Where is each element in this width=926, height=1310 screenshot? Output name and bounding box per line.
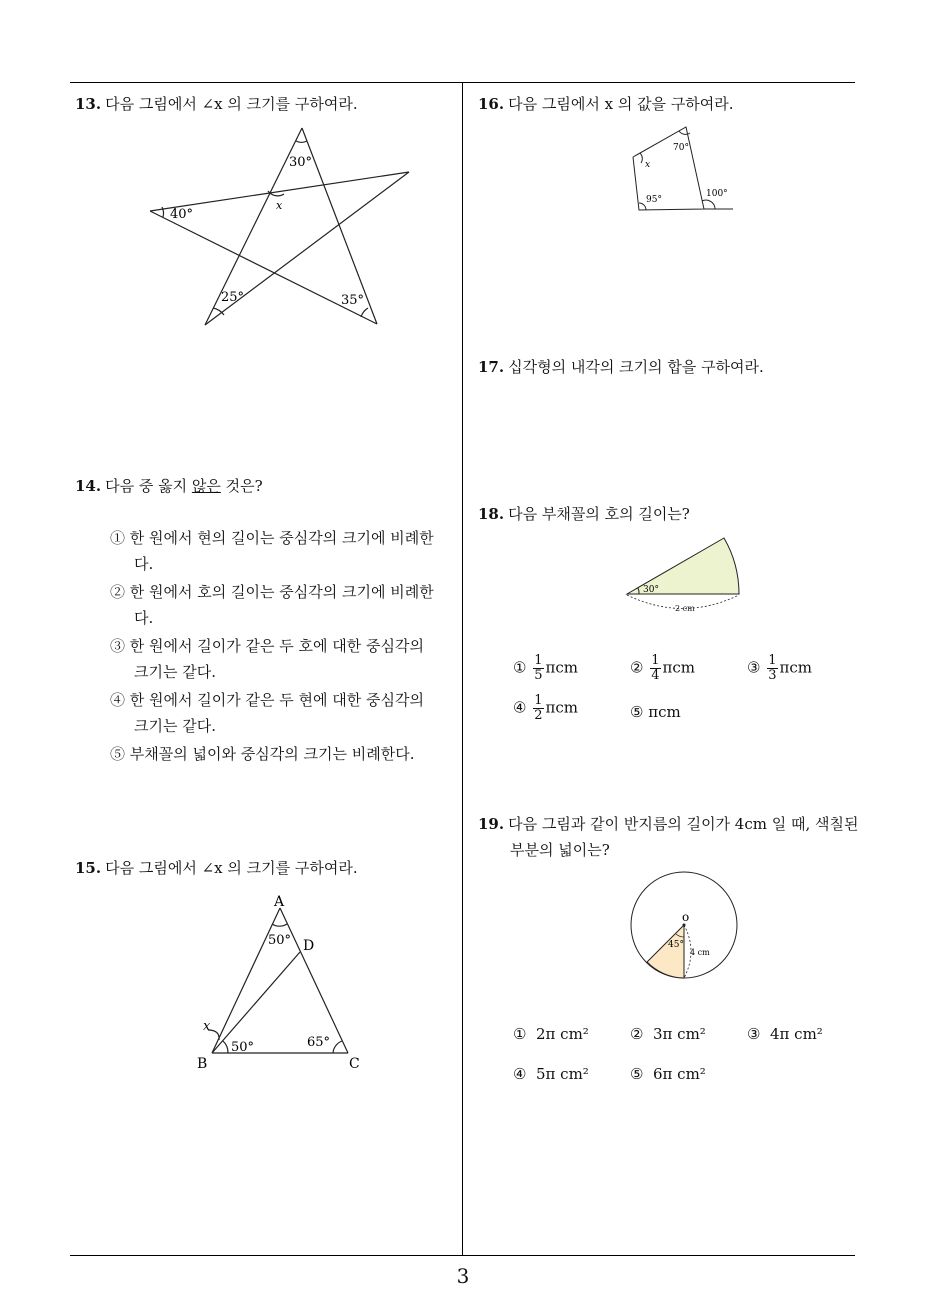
question-15 <box>75 858 358 878</box>
question-18 <box>478 504 690 524</box>
question-number: 13. <box>75 95 102 113</box>
q18-option-1[interactable]: ① $\frac{1}{5}$ πcm <box>513 653 578 683</box>
x-label: x <box>645 160 651 170</box>
radius-label: 2 cm <box>675 604 695 613</box>
angle-label: 45° <box>668 940 684 950</box>
fraction: $\frac{1}{3}$ <box>768 653 777 683</box>
question-text: 다음 그림에서 x 의 값을 구하여라. <box>508 95 734 113</box>
q13-star-figure <box>140 120 420 335</box>
q14-option-1-cont: 다. <box>134 555 154 573</box>
q14-option-1[interactable]: ① 한 원에서 현의 길이는 중심각의 크기에 비례한 <box>110 529 434 547</box>
q19-circle-figure <box>625 870 745 985</box>
angle-label: 40° <box>170 207 194 222</box>
q14-option-4[interactable]: ④ 한 원에서 길이가 같은 두 현에 대한 중심각의 <box>110 691 424 709</box>
vertex-label: B <box>197 1056 208 1072</box>
question-text: 것은? <box>220 477 263 495</box>
q18-option-2[interactable]: ② $\frac{1}{4}$ πcm <box>630 653 695 683</box>
q15-triangle-figure <box>195 890 370 1075</box>
fraction: $\frac{1}{2}$ <box>534 693 543 723</box>
question-text: 다음 그림에서 ∠x 의 크기를 구하여라. <box>105 95 358 113</box>
underlined-text: 않은 <box>191 477 221 495</box>
question-16 <box>478 94 734 114</box>
q16-quadrilateral-figure <box>625 120 740 215</box>
question-number: 15. <box>75 859 102 877</box>
q18-option-3[interactable]: ③ $\frac{1}{3}$ πcm <box>747 653 812 683</box>
angle-label: 30° <box>643 585 659 595</box>
page-number: 3 <box>456 1264 470 1288</box>
question-text: 십각형의 내각의 크기의 합을 구하여라. <box>508 358 764 376</box>
angle-label: 95° <box>646 195 662 205</box>
question-text: 다음 그림과 같이 반지름의 길이가 4cm 일 때, 색칠된 <box>508 815 859 833</box>
q19-option-1[interactable]: ① 2π cm² <box>513 1025 589 1043</box>
fraction: $\frac{1}{5}$ <box>534 653 543 683</box>
angle-label: 50° <box>231 1040 255 1055</box>
question-number: 18. <box>478 505 505 523</box>
angle-label: 50° <box>268 933 292 948</box>
angle-label: 100° <box>706 189 728 199</box>
q14-option-3[interactable]: ③ 한 원에서 길이가 같은 두 호에 대한 중심각의 <box>110 637 424 655</box>
x-label: x <box>203 1019 211 1034</box>
q14-option-2[interactable]: ② 한 원에서 호의 길이는 중심각의 크기에 비례한 <box>110 583 434 601</box>
x-label: x <box>276 199 283 212</box>
question-14 <box>75 476 263 496</box>
q14-option-3-cont: 크기는 같다. <box>134 663 216 681</box>
q18-option-5[interactable]: ⑤ πcm <box>630 703 681 721</box>
question-text: 다음 그림에서 ∠x 의 크기를 구하여라. <box>105 859 358 877</box>
question-number: 17. <box>478 358 505 376</box>
question-text: 부분의 넓이는? <box>510 841 610 859</box>
question-number: 14. <box>75 477 102 495</box>
q19-option-5[interactable]: ⑤ 6π cm² <box>630 1065 706 1083</box>
angle-label: 65° <box>307 1035 331 1050</box>
shaded-sector <box>647 925 684 978</box>
q14-option-2-cont: 다. <box>134 609 154 627</box>
angle-label: 70° <box>673 143 689 153</box>
q14-option-4-cont: 크기는 같다. <box>134 717 216 735</box>
q19-option-2[interactable]: ② 3π cm² <box>630 1025 706 1043</box>
question-number: 19. <box>478 815 505 833</box>
center-label: o <box>682 910 690 924</box>
question-17 <box>478 357 764 377</box>
bottom-rule <box>70 1255 855 1256</box>
question-13 <box>75 94 358 114</box>
vertex-label: D <box>303 938 315 954</box>
q19-option-4[interactable]: ④ 5π cm² <box>513 1065 589 1083</box>
question-19 <box>478 814 859 834</box>
q19-option-3[interactable]: ③ 4π cm² <box>747 1025 823 1043</box>
question-19-cont <box>510 840 610 860</box>
q18-option-4[interactable]: ④ $\frac{1}{2}$ πcm <box>513 693 578 723</box>
angle-label: 30° <box>289 155 313 170</box>
radius-label: 4 cm <box>690 948 710 957</box>
vertex-label: A <box>274 894 285 910</box>
angle-label: 35° <box>341 293 365 308</box>
q18-sector-figure <box>620 532 745 614</box>
column-divider <box>462 82 463 1256</box>
question-text: 다음 중 옳지 <box>105 477 192 495</box>
vertex-label: C <box>349 1056 360 1072</box>
angle-label: 25° <box>221 290 245 305</box>
q14-option-5[interactable]: ⑤ 부채꼴의 넓이와 중심각의 크기는 비례한다. <box>110 745 415 763</box>
fraction: $\frac{1}{4}$ <box>651 653 660 683</box>
question-text: 다음 부채꼴의 호의 길이는? <box>508 505 690 523</box>
question-number: 16. <box>478 95 505 113</box>
